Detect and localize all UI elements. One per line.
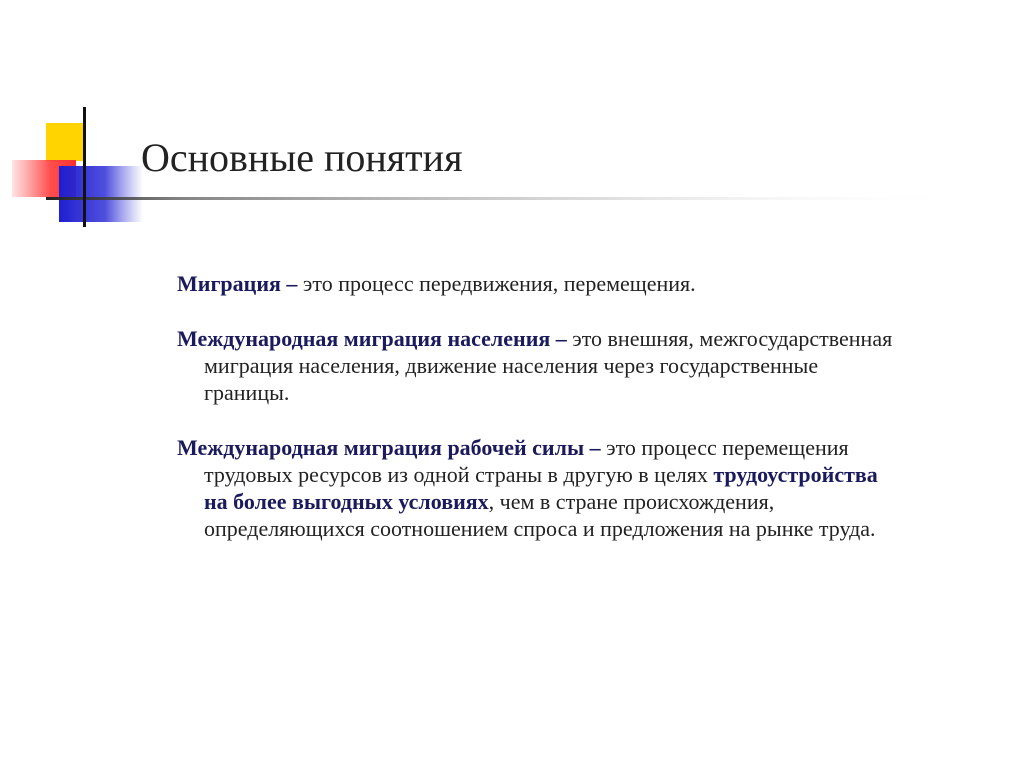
definition-international-migration (177, 325, 897, 406)
definition-text-end: , чем в стране происхождения, определяющихся соотношением спроса и предложения на рынке труда. (204, 489, 876, 541)
definition-highlight: трудоустройства на более выгодных условиях (204, 462, 878, 514)
vertical-rule (83, 107, 86, 227)
definition-text: это внешняя, межгосударственная миграция населения, движение населения через государственные границы. (204, 326, 893, 405)
yellow-square (46, 123, 84, 161)
definition-labor-migration (177, 434, 897, 542)
horizontal-rule (46, 197, 966, 200)
definition-migration (177, 270, 897, 297)
definition-text: это процесс передвижения, перемещения. (297, 271, 696, 296)
definition-term: Международная миграция рабочей силы – (177, 435, 601, 460)
definition-term: Миграция – (177, 271, 298, 296)
definition-text: это процесс перемещения трудовых ресурсов из одной страны в другую в целях (204, 435, 849, 487)
blue-gradient-block (59, 166, 143, 222)
page-title: Основные понятия (141, 135, 463, 180)
definitions (177, 270, 897, 542)
definition-term: Международная миграция населения – (177, 326, 567, 351)
